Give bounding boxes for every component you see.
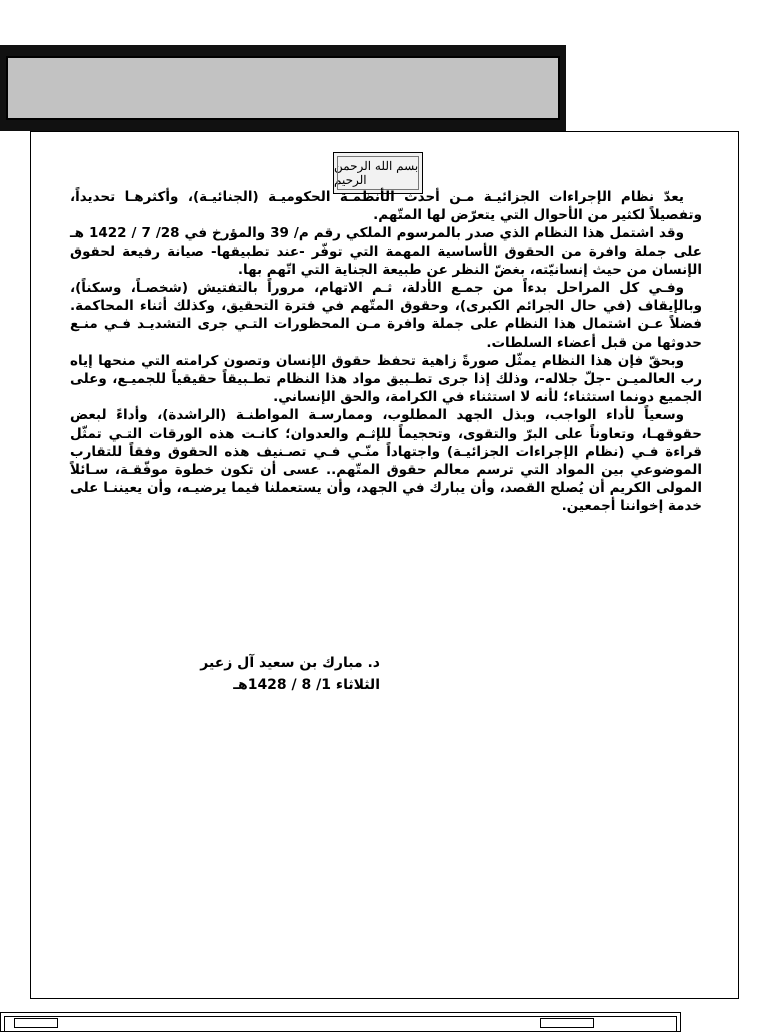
header-title-box bbox=[6, 56, 560, 120]
header-banner bbox=[0, 45, 566, 131]
paragraph-2: وقد اشتمل هذا النظام الذي صدر بالمرسوم الملكي رقم م/ 39 والمؤرخ في 28/ 7 / 1422 هـ على جملة وافرة من الحقوق الأساسية المهمة التي توفّر -عند تطبيقها- صيانة رفيعة لحقوق الإنسان من حيث إنسانيّته، بغضّ النظر عن طبيعة الجناية التي اتّهم بها. bbox=[70, 225, 702, 278]
signature-block bbox=[200, 652, 380, 696]
signature-date: الثلاثاء 1/ 8 / 1428هـ bbox=[233, 677, 380, 693]
paragraph-4: وبحقّ فإن هذا النظام يمثّل صورةً زاهية تحفظ حقوق الإنسان وتصون كرامته التي منحها إياه رب العالميـن -جلّ جلاله-، وذلك إذا جرى تطـبيق مواد هذا النظام تطـبيقاً حقيقياً للجميـع، وعلى الجميع دونما استثناء؛ لأنه لا استثناء في الكرامة، والحق الإنساني. bbox=[70, 352, 702, 406]
basmala-border bbox=[337, 156, 419, 190]
basmala-text: بسم الله الرحمن الرحيم bbox=[334, 159, 419, 187]
paragraph-3: وفـي كل المراحل بدءاً من جمـع الأدلة، ثـم الاتهام، مروراً بالتفتيش (شخصـاً، وسكناً)، وبالإيقاف (في حال الجرائم الكبرى)، وحقوق المتّهم في فترة التحقيق، وكذلك أثناء المحاكمة. فضلاً عـن اشتمال هذا النظام على جملة وافرة مـن المحظورات التـي جرى التشديـد فـي منـع حدوثها من قبل أعضاء السلطات. bbox=[70, 280, 702, 351]
paragraph-1: يعدّ نظام الإجراءات الجزائيـة مـن أحدث الأنظمـة الحكوميـة (الجنائيـة)، وأكثرهـا تحديداً، وتفصيلاً لكثير من الأحوال التي يتعرّض لها المتّهم. bbox=[70, 189, 702, 224]
paragraph-5: وسعياً لأداء الواجب، وبذل الجهد المطلوب، وممارسـة المواطنـة (الراشدة)، وأداءً لبعض حقوقهـا، وتعاوناً على البرّ والتقوى، وتحجيماً للإثـم والعدوان؛ كانـت هذه الورقات التـي تمثّل قراءة فـي (نظام الإجراءات الجزائيـة) واجتهاداً منّـي فـي تصـنيف هذه الحقوق وفقاً للتقارب الموضوعي بين المواد التي ترسم معالم حقوق المتّهم.. عسى أن تكون خطوة موفّقـة، سـائلاً المولى الكريم أن يُصلح القصد، وأن يبارك في الجهد، وأن يستعملنا فيما يرضيـه، وأن يعيننـا على خدمة إخواننا أجمعين. bbox=[70, 407, 702, 515]
author-name: د. مبارك بن سعيد آل زعير bbox=[200, 655, 380, 671]
footer-right-box bbox=[540, 1018, 594, 1028]
document-body bbox=[70, 188, 702, 516]
footer-left-box bbox=[14, 1018, 58, 1028]
